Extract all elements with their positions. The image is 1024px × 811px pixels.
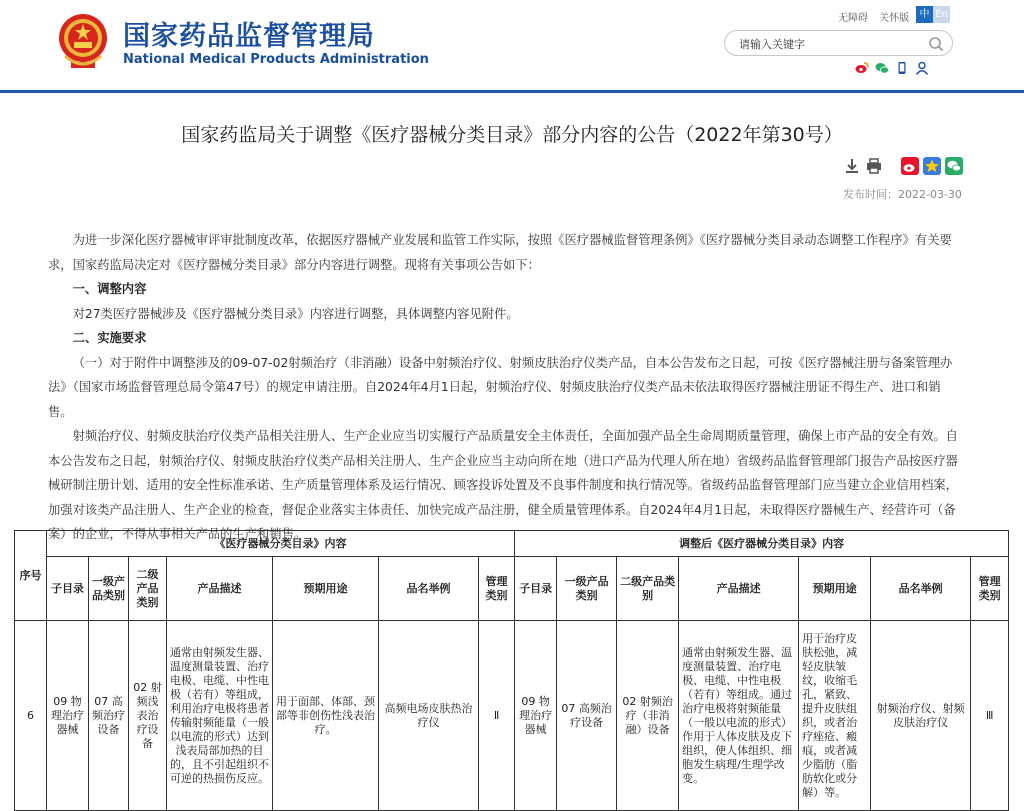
section-heading: 一、调整内容: [72, 282, 147, 296]
social-links: [855, 61, 929, 75]
user-icon[interactable]: [915, 61, 929, 75]
article-tools: [843, 157, 963, 175]
header-use: 预期用途: [273, 557, 379, 621]
table-row: [15, 621, 1009, 811]
care-mode-link[interactable]: 关怀版: [879, 13, 910, 24]
lang-en-button[interactable]: En: [933, 6, 950, 23]
site-header: [0, 0, 1024, 92]
header-seq: 序号: [15, 531, 47, 621]
download-icon[interactable]: [843, 157, 861, 175]
article-title: 国家药监局关于调整《医疗器械分类目录》部分内容的公告（2022年第30号）: [181, 124, 843, 146]
cell-after-cat1: 07 高频治疗设备: [557, 621, 617, 811]
site-name-cn: 国家药品监督管理局: [123, 21, 375, 52]
accessibility-link[interactable]: 无障碍: [838, 13, 868, 24]
header-cat1: 一级产品类别: [557, 557, 617, 621]
search-box: [724, 30, 953, 56]
cell-after-cat2: 02 射频治疗（非消融）设备: [617, 621, 679, 811]
cell-after-subdir: 09 物理治疗器械: [515, 621, 557, 811]
print-icon[interactable]: [865, 157, 883, 175]
cell-before-subdir: 09 物理治疗器械: [47, 621, 89, 811]
catalog-adjustment-table: [14, 530, 1009, 811]
article-body: [48, 228, 958, 547]
share-wechat-icon[interactable]: [945, 157, 963, 175]
site-name-en: National Medical Products Administration: [123, 52, 429, 67]
share-weibo-icon[interactable]: [901, 157, 919, 175]
header-cat1: 一级产品类别: [89, 557, 129, 621]
header-desc: 产品描述: [679, 557, 799, 621]
share-qzone-icon[interactable]: [923, 157, 941, 175]
header-cat2: 二级产品类别: [129, 557, 167, 621]
section-heading: 二、实施要求: [72, 331, 147, 345]
cell-before-cat1: 07 高频治疗设备: [89, 621, 129, 811]
header-example: 品名举例: [871, 557, 971, 621]
header-desc: 产品描述: [167, 557, 273, 621]
lang-cn-button[interactable]: 中: [916, 6, 933, 23]
cell-seq: 6: [15, 621, 47, 811]
top-links: [838, 9, 917, 24]
paragraph: （一）对于附件中调整涉及的09-07-02射频治疗（非消融）设备中射频治疗仪、射频皮肤治疗仪类产品，自本公告发布之日起，可按《医疗器械注册与备案管理办法》（国家市场监督管理总局令第47号）的规定申请注册。自2024年4月1日起，射频治疗仪、射频皮肤治疗仪类产品未依法取得医疗器械注册证不得生产、进口和销售。: [48, 355, 953, 419]
cell-after-desc: 通常由射频发生器、温度测量装置、治疗电极、电缆、中性电极（若有）等组成。通过治疗电极将射频能量（一般以电流的形式）作用于人体皮肤及皮下组织，使人体组织、细胞发生病理/生理学改变。: [679, 621, 799, 811]
paragraph: 射频治疗仪、射频皮肤治疗仪类产品相关注册人、生产企业应当切实履行产品质量安全主体责任，全面加强产品全生命周期质量管理，确保上市产品的安全有效。自本公告发布之日起，射频治疗仪、射频皮肤治疗仪类产品相关注册人、生产企业应当主动向所在地（进口产品为代理人所在地）省级药品监督管理部门报告产品按医疗器械研制注册计划、适用的安全性标准承诺、生产质量管理体系及运行情况、顾客投诉处置及不良事件制度和执行情况等。省级药品监督管理部门应当建立企业信用档案，加强对该类产品注册人、生产企业的检查，督促企业落实主体责任、加快完成产品注册，健全质量管理体系。自2024年4月1日起，未取得医疗器械生产、经营许可（备案）的企业，不得从事相关产品的生产和销售。: [48, 429, 958, 541]
language-switch: [916, 6, 950, 23]
paragraph: 为进一步深化医疗器械审评审批制度改革，依据医疗器械产业发展和监管工作实际，按照《医疗器械监督管理条例》《医疗器械分类目录动态调整工作程序》有关要求，国家药监局决定对《医疗器械分类目录》部分内容进行调整。现将有关事项公告如下：: [48, 233, 952, 272]
header-subdir: 子目录: [47, 557, 89, 621]
publish-time: 发布时间：2022-03-30: [843, 188, 962, 201]
search-icon[interactable]: [928, 36, 944, 52]
header-class: 管理类别: [479, 557, 515, 621]
header-group-after: 调整后《医疗器械分类目录》内容: [515, 531, 1009, 557]
paragraph: 对27类医疗器械涉及《医疗器械分类目录》内容进行调整，具体调整内容见附件。: [72, 306, 519, 321]
header-example: 品名举例: [379, 557, 479, 621]
mobile-icon[interactable]: [895, 61, 909, 75]
search-input[interactable]: [737, 34, 921, 54]
wechat-icon[interactable]: [875, 61, 889, 75]
cell-before-desc: 通常由射频发生器、温度测量装置、治疗电极、电缆、中性电极（若有）等组成，利用治疗电极将患者传输射频能量（一般以电流的形式）达到浅表局部加热的目的，且不引起组织不可逆的热损伤反应。: [167, 621, 273, 811]
cell-after-class: Ⅲ: [971, 621, 1009, 811]
cell-before-class: Ⅱ: [479, 621, 515, 811]
header-use: 预期用途: [799, 557, 871, 621]
cell-before-cat2: 02 射频浅表治疗设备: [129, 621, 167, 811]
national-emblem-logo: [57, 12, 109, 70]
cell-after-example: 射频治疗仪、射频皮肤治疗仪: [871, 621, 971, 811]
header-subdir: 子目录: [515, 557, 557, 621]
cell-after-use: 用于治疗皮肤松弛，减轻皮肤皱纹，收缩毛孔，紧致、提升皮肤组织，或者治疗痤疮、瘢痕，或者减少脂肪（脂肪软化或分解）等。: [799, 621, 871, 811]
header-cat2: 二级产品类别: [617, 557, 679, 621]
header-class: 管理类别: [971, 557, 1009, 621]
cell-before-example: 高频电场皮肤热治疗仪: [379, 621, 479, 811]
header-group-before: 《医疗器械分类目录》内容: [47, 531, 515, 557]
weibo-icon[interactable]: [855, 61, 869, 75]
cell-before-use: 用于面部、体部、颈部等非创伤性浅表治疗。: [273, 621, 379, 811]
header-divider: [0, 90, 1024, 93]
